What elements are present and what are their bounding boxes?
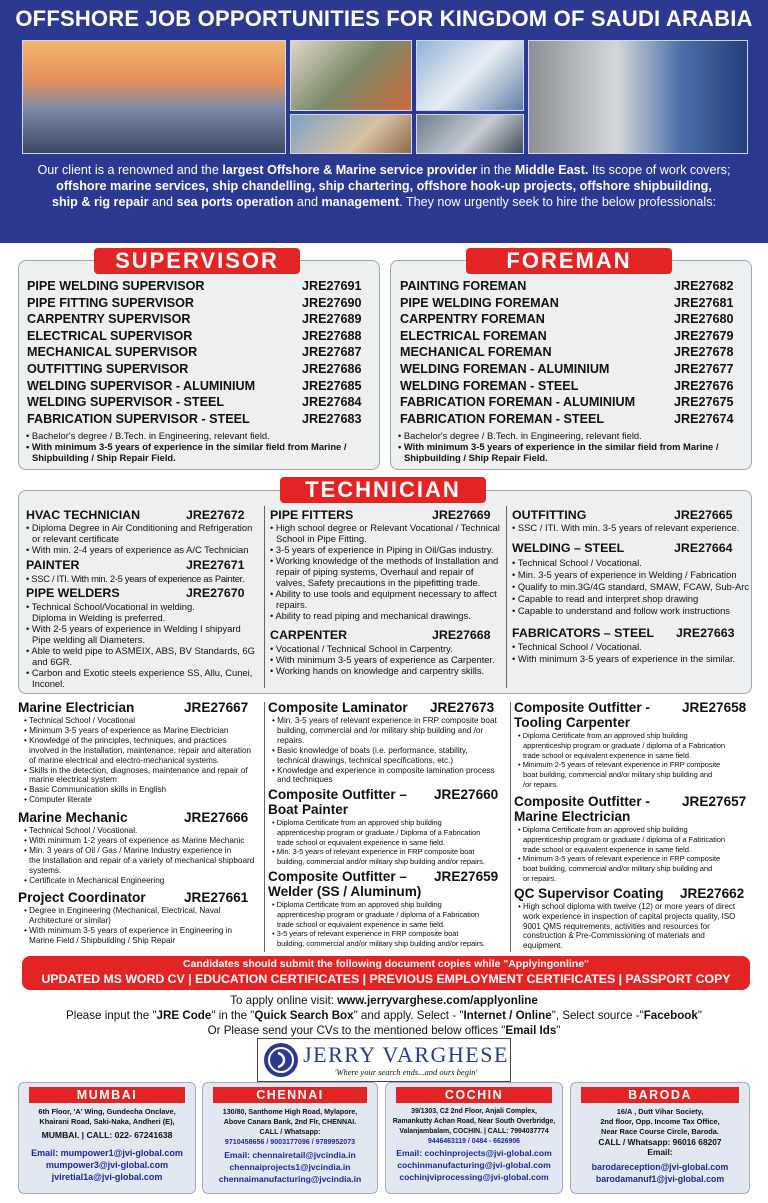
office-mumbai: MUMBAI 6th Floor, 'A' Wing, Gundecha Onclave, Khairani Road, Saki-Naka, Andheri (E), MUMBAI. | CALL: 022- 67241638 Email: mumpower1@jvi-global.com mumpower3@jvi-global.com jviretial1a@jvi-global.com — [18, 1082, 196, 1194]
logo-emblem-icon — [264, 1043, 298, 1077]
project-coordinator-code: JRE27661 — [184, 890, 249, 905]
supervisor-job-code: JRE27691 — [302, 279, 362, 293]
apply-link[interactable]: www.jerryvarghese.com/applyonline — [337, 994, 538, 1007]
hvac-title: HVAC TECHNICIAN — [26, 508, 141, 522]
comp-marine-electrician-title-1: Composite Outfitter - — [514, 794, 650, 809]
marine-electrician-title: Marine Electrician — [18, 700, 135, 715]
office-chennai: CHENNAI 130/80, Santhome High Road, Mylapore, Above Canara Bank, 2nd Flr, CHENNAI. CALL / Whatsapp: 9710458656 / 9003177096 / 9789952073 Email: chennairetail@jvcindia.in chennaiprojects1@jvcindia.in chennaimanufacturing@jvcindia.in — [202, 1082, 378, 1194]
outfitting-title: OUTFITTING — [512, 508, 587, 522]
pipe-welders-notes: • Technical School/Vocational in welding. Diploma in Welding is preferred. • With 2-5 years of experience in Welding I shipyard Pipe welding all Diameters. • Able to weld pipe to ASMEIX, ABS, BV Standards, 6G and 6GR. • Carbon and Exotic steels experience SS, Allu, Cunei, Inconel. — [26, 601, 255, 689]
project-coordinator-title: Project Coordinator — [18, 890, 146, 905]
tooling-carpenter-title-1: Composite Outfitter - — [514, 700, 650, 715]
composite-laminator-notes: • Min. 3-5 years of relevant experience in FRP composite boat building, commercial and /or military ship building and /or repairs. • Basic knowledge of boats (i.e. performance, stability, technical drawings, technical specifications, etc.) • Knowledge and experience in composite lamination process and techniques — [272, 716, 497, 785]
foreman-job-code: JRE27681 — [674, 295, 734, 310]
foreman-job-title: PAINTING FOREMAN — [400, 279, 527, 293]
supervisor-job-title: FABRICATION SUPERVISOR - STEEL — [27, 411, 250, 426]
qc-supervisor-code: JRE27662 — [680, 886, 745, 901]
tooling-carpenter-notes: • Diploma Certificate from an approved ship building apprenticeship program or graduate / diploma of a Fabrication trade school or equivalent experience in same field. • Minimum 2-5 years of relevant experience in FRP composite boat building, commercial and/or military ship building and /or repairs. — [518, 731, 726, 789]
supervisor-job-code: JRE27687 — [302, 345, 362, 360]
supervisor-job-title: PIPE FITTING SUPERVISOR — [27, 295, 195, 310]
intro-text: Our client is a renowned and the largest Offshore & Marine service provider in the Middle East. Its scope of work covers; offshore marine services, ship chandelling, ship chartering, offshore hook-up projects, offshore shipbuilding, ship & rig repair and sea ports operation and management. They now urgently seek to hire the below professionals: — [37, 163, 731, 209]
foreman-job-title: ELECTRICAL FOREMAN — [400, 328, 547, 343]
foreman-job-title: WELDING FOREMAN - ALUMINIUM — [400, 362, 610, 376]
welder-photo — [416, 114, 524, 154]
page-title: OFFSHORE JOB OPPORTUNITIES FOR KINGDOM OF SAUDI ARABIA — [15, 6, 753, 31]
header-banner — [0, 0, 768, 243]
foreman-job-code: JRE27675 — [674, 395, 734, 410]
painter-code: JRE27671 — [186, 558, 245, 572]
apply-line-1: To apply online visit: www.jerryvarghese.com/applyonline — [230, 994, 538, 1007]
supervisor-job-title: WELDING SUPERVISOR - STEEL — [27, 395, 225, 410]
qc-supervisor-notes: • High school diploma with twelve (12) or more years of direct work experience in inspection of capital projects quality, ISO 9001 QMS requirements, activities and resources for construction & Pre-Commissioning of materials and equipment. — [518, 902, 736, 951]
outfitting-code: JRE27665 — [674, 508, 733, 522]
logo-tagline: 'Where your search ends...and ours begin' — [334, 1067, 478, 1077]
marine-electrician-notes: • Technical School / Vocational • Minimum 3-5 years of experience as Marine Electrician • Knowledge of the principles, techniques, and practices involved in the installation, maintenance, repair and alteration of marine electrical and electro-mechanical systems. • Skills in the detection, diagnoses, maintenance and repair of marine electrical system • Basic Communication skills in English • Computer literate — [24, 716, 252, 805]
project-coordinator-notes: • Degree in Engineering (Mechanical, Electrical, Naval Architecture or similar) • With minimum 3-5 years of experience in Engineering in Marine Field / Shipbuilding / Ship Repair — [24, 906, 233, 945]
supervisor-job-title: OUTFITTING SUPERVISOR — [27, 362, 189, 376]
marine-mechanic-notes: • Technical School / Vocational. • With minimum 1-2 years of experience as Marine Mechanic • Min. 3 years of Oil / Gas / Marine Industry experience in the Installation and repair of a variety of mechanical shipboard systems. • Certificate in Mechanical Engineering — [24, 826, 255, 885]
fabricators-notes: • Technical School / Vocational. • With minimum 3-5 years of experience in the similar. — [512, 641, 736, 664]
composite-laminator-title: Composite Laminator — [268, 700, 408, 715]
carpenter-code: JRE27668 — [432, 628, 491, 642]
offshore-rig-photo — [22, 40, 286, 154]
painter-photo — [416, 40, 524, 111]
tooling-carpenter-code: JRE27658 — [682, 700, 747, 715]
pipe-fitters-code: JRE27669 — [432, 508, 491, 522]
foreman-job-title: CARPENTRY FOREMAN — [400, 312, 545, 327]
supervisor-job-code: JRE27685 — [302, 378, 362, 393]
apply-line-2: Please input the "JRE Code" in the "Quick Search Box" and apply. Select - "Internet / Online", Select source -"Facebook" — [66, 1009, 702, 1022]
supervisor-job-title: MECHANICAL SUPERVISOR — [27, 345, 198, 360]
foreman-job-code: JRE27674 — [674, 411, 734, 426]
foreman-job-title: FABRICATION FOREMAN - ALUMINIUM — [400, 395, 636, 410]
pipe-fitters-notes: • High school degree or Relevant Vocational / Technical School in Pipe Fitting. • 3-5 years of experience in Piping in Oil/Gas industry. • Working knowledge of the methods of Installation and repair of piping systems, Overhaul and repair of valves, Safety precautions in the pipefitting trade. • Ability to use tools and equipment necessary to affect repairs. • Ability to read piping and mechanical drawings. — [270, 522, 500, 621]
supervisor-job-code: JRE27688 — [302, 328, 362, 343]
welding-steel-notes: • Technical School / Vocational. • Min. 3-5 years of experience in Welding / Fabrication • Qualify to min.3G/4G standard, SMAW, FCAW, Sub-Arc • Capable to read and interpret shop drawing • Capable to understand and follow work instructions — [512, 557, 750, 616]
engineer-photo — [290, 114, 412, 154]
apply-line-3: Or Please send your CVs to the mentioned below offices "Email Ids" — [207, 1024, 561, 1037]
foreman-job-title: PIPE WELDING FOREMAN — [400, 295, 559, 310]
fabricators-code: JRE27663 — [676, 626, 735, 640]
marine-mechanic-title: Marine Mechanic — [18, 810, 128, 825]
pipe-welders-code: JRE27670 — [186, 586, 245, 600]
foreman-job-code: JRE27676 — [674, 378, 734, 393]
foreman-title: FOREMAN — [466, 248, 672, 274]
welder-ss-code: JRE27659 — [434, 869, 499, 884]
pipe-fitters-title: PIPE FITTERS — [270, 508, 354, 522]
supervisor-job-title: WELDING SUPERVISOR - ALUMINIUM — [27, 378, 256, 393]
composite-laminator-code: JRE27673 — [430, 700, 495, 715]
welder-ss-title-2: Welder (SS / Aluminum) — [268, 884, 422, 899]
foreman-job-code: JRE27677 — [674, 362, 734, 376]
tooling-carpenter-title-2: Tooling Carpenter — [514, 715, 631, 730]
marine-mechanic-code: JRE27666 — [184, 810, 249, 825]
marine-electrician-code: JRE27667 — [184, 700, 249, 715]
worker-photo — [528, 40, 748, 154]
painter-notes: • SSC / ITI. With min. 2-5 years of experience as Painter. — [26, 573, 245, 584]
foreman-job-code: JRE27679 — [674, 328, 734, 343]
welding-steel-title: WELDING – STEEL — [512, 541, 625, 555]
supervisor-notes: • Bachelor's degree / B.Tech. in Engineering, relevant field. • With minimum 3-5 years of experience in the similar field from Marine / Shipbuilding / Ship Repair Field. — [26, 430, 347, 463]
technician-title: TECHNICIAN — [280, 477, 486, 503]
technician-photo — [290, 40, 412, 111]
outfitting-notes: • SSC / ITI. With min. 3-5 years of relevant experience. — [512, 522, 740, 533]
supervisor-job-code: JRE27684 — [302, 395, 362, 410]
supervisor-job-title: PIPE WELDING SUPERVISOR — [27, 279, 205, 293]
welder-ss-title-1: Composite Outfitter – — [268, 869, 407, 884]
hvac-notes: • Diploma Degree in Air Conditioning and Refrigeration or relevant certificate • With min. 2-4 years of experience as A/C Technician — [26, 522, 253, 555]
supervisor-job-code: JRE27690 — [302, 295, 362, 310]
comp-marine-electrician-title-2: Marine Electrician — [514, 809, 631, 824]
supervisor-job-title: ELECTRICAL SUPERVISOR — [27, 328, 193, 343]
carpenter-notes: • Vocational / Technical School in Carpentry. • With minimum 3-5 years of experience as Carpenter. • Working hands on knowledge and carpentry skills. — [270, 643, 495, 676]
boat-painter-code: JRE27660 — [434, 787, 499, 802]
supervisor-job-title: CARPENTRY SUPERVISOR — [27, 312, 191, 327]
document-requirements-banner: Candidates should submit the following document copies while "Applyingonline" UPDATED MS WORD CV | EDUCATION CERTIFICATES | PREVIOUS EMPLOYMENT CERTIFICATES | PASSPORT COPY — [22, 956, 750, 990]
foreman-notes: • Bachelor's degree / B.Tech. in Engineering, relevant field. • With minimum 3-5 years of experience in the similar field from Marine / Shipbuilding / Ship Repair Field. — [398, 430, 719, 463]
foreman-job-title: WELDING FOREMAN - STEEL — [400, 378, 579, 393]
boat-painter-title-1: Composite Outfitter – — [268, 787, 407, 802]
foreman-job-code: JRE27680 — [674, 312, 734, 327]
comp-marine-electrician-code: JRE27657 — [682, 794, 747, 809]
carpenter-title: CARPENTER — [270, 628, 348, 642]
supervisor-job-code: JRE27683 — [302, 411, 362, 426]
welder-ss-notes: • Diploma Certificate from an approved ship building apprenticeship program or graduate / diploma of a Fabrication trade school or equivalent experience in same field. • 3-5 years of relevant experience in FRP composite boat building, commercial and/or military ship building and/or repairs. — [272, 900, 485, 949]
hvac-code: JRE27672 — [186, 508, 245, 522]
boat-painter-title-2: Boat Painter — [268, 802, 349, 817]
office-baroda: BARODA 16/A , Dutt Vihar Society, 2nd floor, Opp. Income Tax Office, Near Race Course Circle, Baroda. CALL / Whatsapp: 96016 68207 Email: barodareception@jvi-global.com barodamanuf1@jvi-global.com — [570, 1082, 750, 1194]
foreman-job-code: JRE27682 — [674, 279, 734, 293]
supervisor-title: SUPERVISOR — [94, 248, 300, 274]
fabricators-title: FABRICATORS – STEEL — [512, 626, 655, 640]
company-logo — [257, 1038, 511, 1082]
pipe-welders-title: PIPE WELDERS — [26, 586, 120, 600]
qc-supervisor-title: QC Supervisor Coating — [514, 886, 664, 901]
supervisor-job-code: JRE27689 — [302, 312, 362, 327]
logo-name: JERRY VARGHESE — [303, 1042, 509, 1067]
foreman-job-title: MECHANICAL FOREMAN — [400, 345, 552, 360]
comp-marine-electrician-notes: • Diploma Certificate from an approved ship building apprenticeship program or graduate / diploma of a Fabrication trade school or equivalent experience in same field. • Minimum 3-5 years of relevant experience in FRP composite boat building, commercial and/or military ship building and or repairs. — [518, 825, 726, 883]
office-cochin: COCHIN 39/1303, C2 2nd Floor, Anjali Complex, Ramankutty Achan Road, Near South Overbridge, Valanjambalam, COCHIN. | CALL: 7994037774 9446463119 / 0484 - 6626906 Email: cochinprojects@jvi-global.com cochinmanufacturing@jvi-global.com cochinjviprocessing@jvi-global.com — [385, 1082, 563, 1194]
boat-painter-notes: • Diploma Certificate from an approved ship building apprenticeship program or graduate / Diploma of a Fabrication trade school or equivalent experience in same field. • Min. 3-5 years of relevant experience in FRP composite boat building, commercial and/or military ship building and/or repairs. — [272, 818, 485, 867]
painter-title: PAINTER — [26, 558, 80, 572]
foreman-job-title: FABRICATION FOREMAN - STEEL — [400, 411, 605, 426]
foreman-job-code: JRE27678 — [674, 345, 734, 360]
supervisor-job-code: JRE27686 — [302, 362, 362, 376]
welding-steel-code: JRE27664 — [674, 541, 733, 555]
